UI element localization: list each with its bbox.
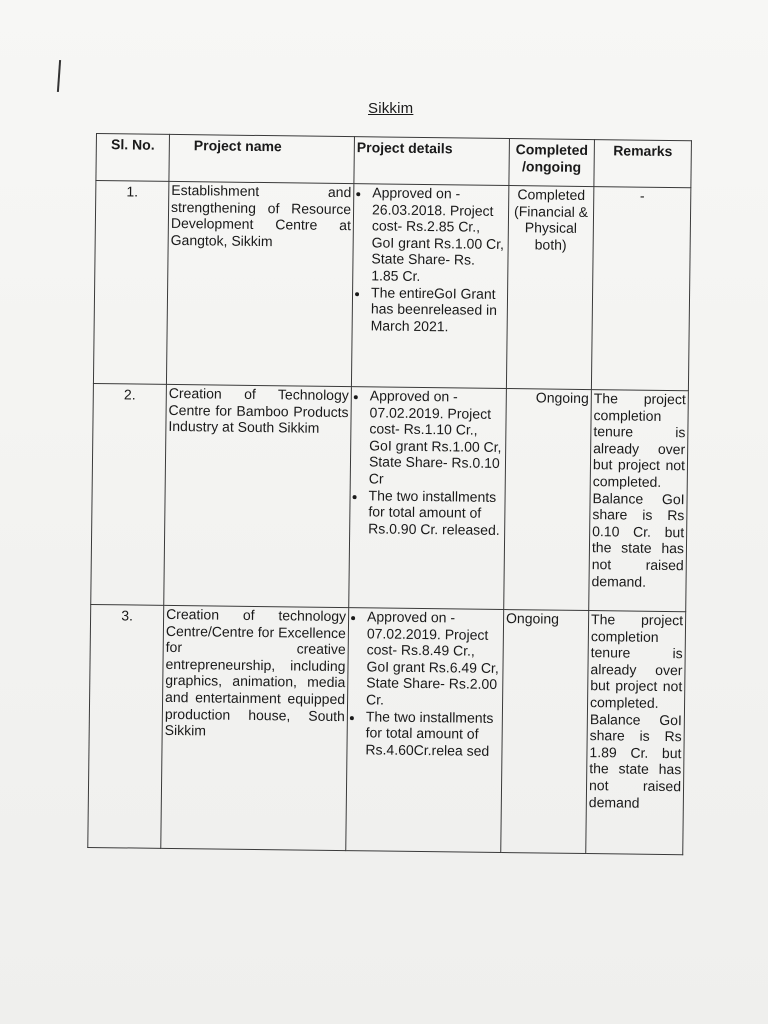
- cell-project-name: Creation of Technology Centre for Bamboo Products Industry at South Sikkim: [164, 384, 352, 607]
- details-item-approval: • Approved on - 07.02.2019. Project cost- Rs.1.10 Cr., GoI grant Rs.1.00 Cr, State Share- Rs.0.10 Cr: [367, 387, 504, 488]
- header-remarks: Remarks: [594, 140, 692, 188]
- cell-sl-no: 3.: [88, 604, 164, 848]
- cell-project-details: [349, 387, 507, 610]
- cell-project-details: [346, 608, 504, 853]
- cell-remarks: The project completion tenure is already over but project not completed. Balance GoI share is Rs 1.89 Cr. but the state has not raised demand: [586, 611, 686, 855]
- details-item-approval: • Approved on - 07.02.2019. Project cost- Rs.8.49 Cr., GoI grant Rs.6.49 Cr, State Share- Rs.2.00 Cr.: [364, 608, 501, 709]
- details-item-release: • The two installments for total amount of Rs.0.90 Cr. released.: [366, 487, 503, 538]
- cell-remarks: The project completion tenure is already over but project not completed. Balance GoI share is Rs 0.10 Cr. but the state has not raised demand.: [589, 390, 689, 612]
- table-header-row: [96, 134, 692, 188]
- cell-status: Ongoing: [501, 610, 589, 854]
- cell-project-name: Establishment and strengthening of Resource Development Centre at Gangtok, Sikkim: [166, 181, 353, 386]
- cell-remarks: -: [591, 187, 690, 391]
- table-row: [91, 383, 689, 611]
- details-list: [355, 184, 507, 335]
- table-row: [93, 181, 690, 391]
- header-sl-no: Sl. No.: [96, 134, 170, 182]
- cell-project-name: Creation of technology Centre/Centre for Excellence for creative entrepreneurship, including graphics, animation, media and entertainment equipped production house, South Sikkim: [161, 605, 349, 850]
- cell-sl-no: 1.: [93, 181, 168, 385]
- details-item-release: • The entireGoI Grant has beenreleased in March 2021.: [369, 284, 506, 335]
- header-project-name: Project name: [169, 134, 355, 183]
- cell-sl-no: 2.: [91, 383, 167, 605]
- pen-mark: [57, 60, 61, 92]
- details-item-approval: • Approved on - 26.03.2018. Project cost- Rs.2.85 Cr., GoI grant Rs.1.00 Cr, State Share- Rs. 1.85 Cr.: [369, 184, 506, 285]
- cell-status: Completed (Financial & Physical both): [506, 186, 593, 390]
- details-item-release: • The two installments for total amount of Rs.4.60Cr.relea sed: [363, 708, 500, 759]
- cell-status: Ongoing: [504, 389, 592, 611]
- details-list: [352, 387, 504, 538]
- cell-project-details: [351, 184, 508, 389]
- table-row: [88, 604, 686, 854]
- header-status: Completed /ongoing: [509, 139, 595, 187]
- header-project-details: Project details: [354, 137, 510, 186]
- page-title: Sikkim: [368, 100, 414, 117]
- details-list: [349, 608, 501, 759]
- projects-table: [87, 133, 692, 855]
